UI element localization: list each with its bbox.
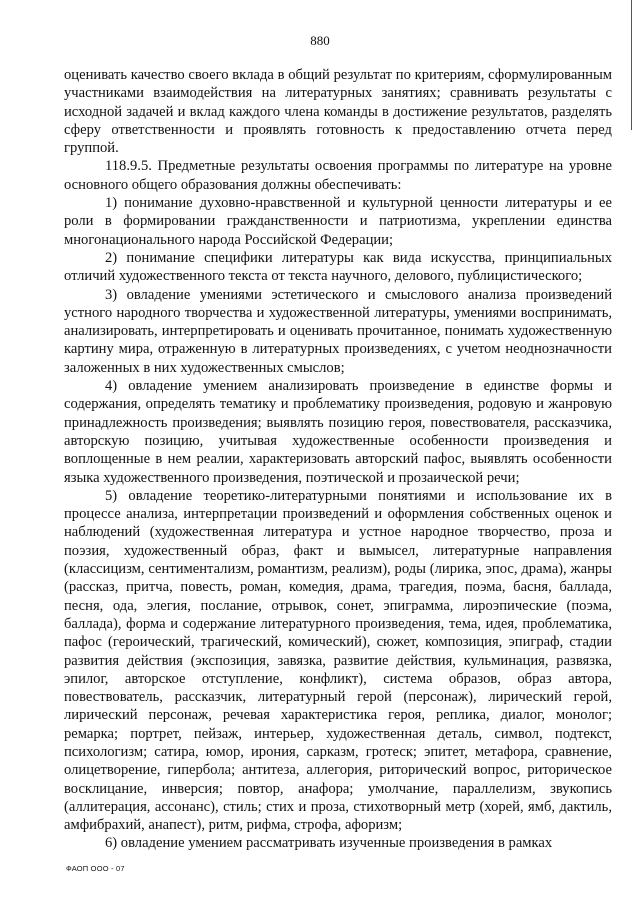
list-item-2: 2) понимание специфики литературы как вида искусства, принципиальных отличий художественного текста от текста научного, делового, публицистического;: [64, 249, 612, 285]
page-number: 880: [310, 33, 330, 48]
paragraph-continuation: оценивать качество своего вклада в общий результат по критериям, сформулированным участниками взаимодействия на литературных занятиях; сравнивать результаты с исходной задачей и вклад каждого члена команды в достижение результатов, разделять сферу ответственности и проявлять готовность к предоставлению отчета перед группой.: [64, 67, 612, 157]
footer-document-code: ФАОП ООО - 07: [66, 864, 125, 873]
list-item-1: 1) понимание духовно-нравственной и культурной ценности литературы и ее роли в формировании гражданственности и патриотизма, укреплении единства многонационального народа Российской Федерации;: [64, 195, 612, 248]
list-item-6: 6) овладение умением рассматривать изученные произведения в рамках: [105, 835, 553, 852]
scan-edge-mark: [631, 0, 632, 130]
list-item-3: 3) овладение умениями эстетического и смыслового анализа произведений устного народного творчества и художественной литературы, умениями воспринимать, анализировать, интерпретировать и оценивать прочитанное, понимать художественную картину мира, отраженную в литературных произведениях, с учетом неоднозначности заложенных в них художественных смыслов;: [64, 286, 612, 376]
paragraph-subject-results-intro: 118.9.5. Предметные результаты освоения программы по литературе на уровне основного общего образования должны обеспечивать:: [64, 158, 612, 193]
list-item-5: 5) овладение теоретико-литературными понятиями и использование их в процессе анализа, интерпретации произведений и оформления собственных оценок и наблюдений (художественная литература и устное народное творчество, проза и поэзия, художественный образ, факт и вымысел, литературные направления (классицизм, сентиментализм, романтизм, реализм), роды (лирика, эпос, драма), жанры (рассказ, притча, повесть, роман, комедия, драма, трагедия, поэма, басня, баллада, песня, ода, элегия, послание, отрывок, сонет, эпиграмма, лироэпические (поэма, баллада), форма и содержание литературного произведения, тема, идея, проблематика, пафос (героический, трагический, комический), сюжет, композиция, эпиграф, стадии развития действия (экспозиция, завязка, развитие действия, кульминация, развязка, эпилог, авторское отступление, конфликт), система образов, образ автора, повествователь, рассказчик, литературный герой (персонаж), лирический герой, лирический персонаж, речевая характеристика героя, реплика, диалог, монолог; ремарка; портрет, пейзаж, интерьер, художественная деталь, символ, подтекст, психологизм; сатира, юмор, ирония, сарказм, гротеск; эпитет, метафора, сравнение, олицетворение, гипербола; антитеза, аллегория, риторический вопрос, риторическое восклицание, инверсия; повтор, анафора; умолчание, параллелизм, звукопись (аллитерация, ассонанс), стиль; стих и проза, стихотворный метр (хорей, ямб, дактиль, амфибрахий, анапест), ритм, рифма, строфа, афоризм;: [64, 487, 612, 834]
document-body: [64, 66, 612, 853]
list-item-4: 4) овладение умением анализировать произведение в единстве формы и содержания, определять тематику и проблематику произведения, родовую и жанровую принадлежность произведения; выявлять позицию героя, повествователя, рассказчика, авторскую позицию, учитывая художественные особенности произведения и воплощенные в нем реалии, характеризовать авторский пафос, выявлять особенности языка художественного произведения, поэтической и прозаической речи;: [64, 378, 612, 486]
